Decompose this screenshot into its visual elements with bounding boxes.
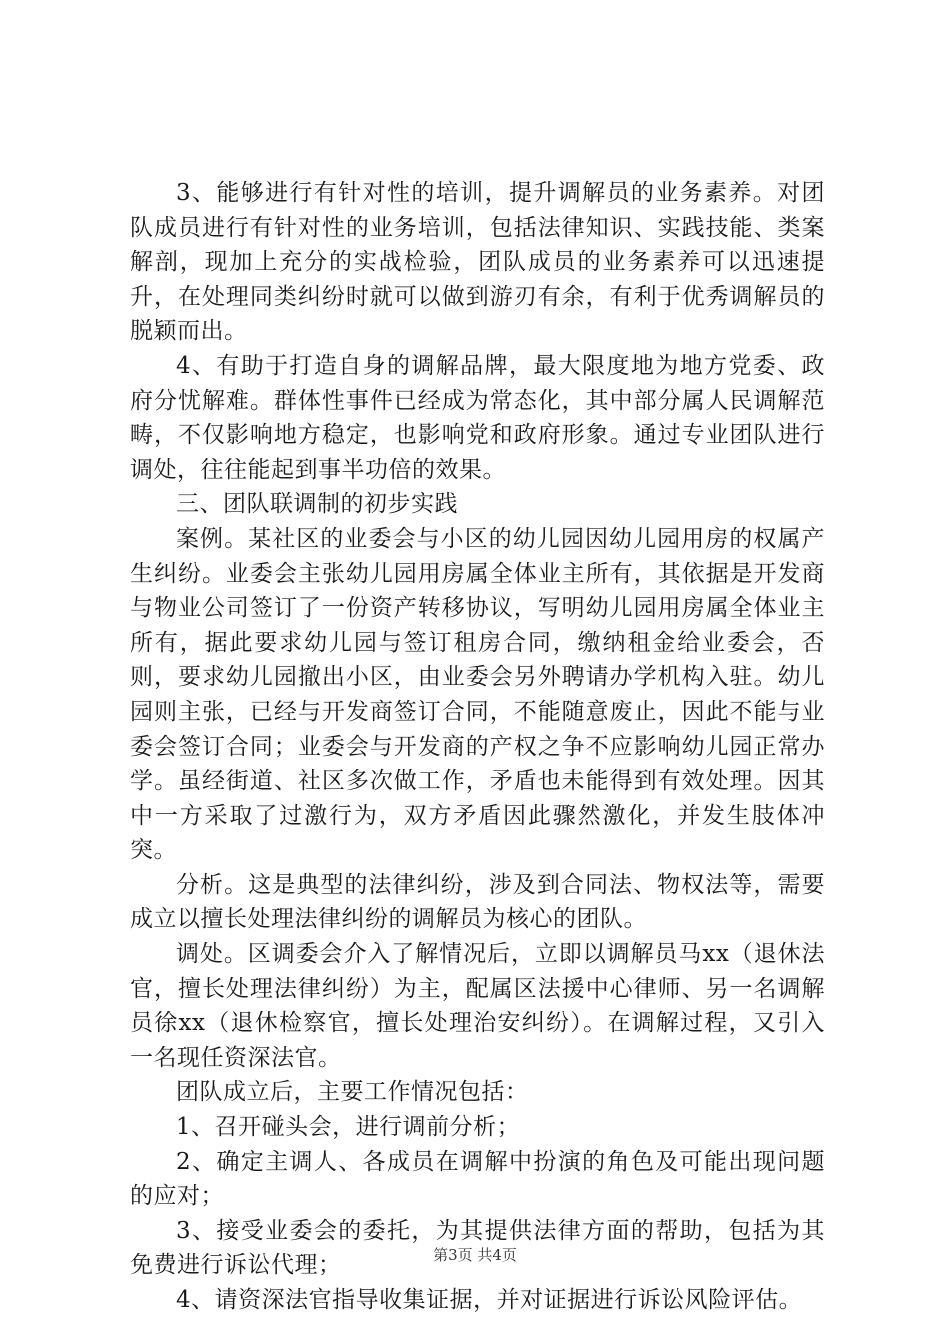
paragraph-analysis: 分析。这是典型的法律纠纷，涉及到合同法、物权法等，需要成立以擅长处理法律纠纷的调解员为核心的团队。: [130, 871, 825, 933]
paragraph-work-intro: 团队成立后，主要工作情况包括：: [176, 1079, 529, 1106]
paragraph-case: 案例。某社区的业委会与小区的幼儿园因幼儿园用房的权属产生纠纷。业委会主张幼儿园用房属全体业主所有，其依据是开发商与物业公司签订了一份资产转移协议，写明幼儿园用房属全体业主所有，据此要求幼儿园与签订租房合同，缴纳租金给业委会，否则，要求幼儿园撤出小区，由业委会另外聘请办学机构入驻。幼儿园则主张，已经与开发商签订合同，不能随意废止，因此不能与业委会签订合同；业委会与开发商的产权之争不应影响幼儿园正常办学。虽经街道、社区多次做工作，矛盾也未能得到有效处理。因其中一方采取了过激行为，双方矛盾因此骤然激化，并发生肢体冲突。: [130, 525, 825, 864]
document-body: [130, 176, 825, 1318]
section-heading: 三、团队联调制的初步实践: [176, 491, 458, 518]
paragraph-training: 3、能够进行有针对性的培训，提升调解员的业务素养。对团队成员进行有针对性的业务培训，包括法律知识、实践技能、类案解剖，现加上充分的实战检验，团队成员的业务素养可以迅速提升，在处理同类纠纷时就可以做到游刃有余，有利于优秀调解员的脱颖而出。: [130, 180, 825, 345]
list-item-3: 3、接受业委会的委托，为其提供法律方面的帮助，包括为其免费进行诉讼代理；: [130, 1217, 825, 1279]
page-number-footer: 第3页 共4页: [433, 1246, 517, 1264]
paragraph-handling: 调处。区调委会介入了解情况后，立即以调解员马xx（退休法官，擅长处理法律纠纷）为主，配属区法援中心律师、另一名调解员徐xx（退休检察官，擅长处理治安纠纷）。在调解过程，又引入一名现任资深法官。: [130, 941, 825, 1071]
list-item-1: 1、召开碰头会，进行调前分析；: [176, 1114, 521, 1141]
list-item-4: 4、请资深法官指导收集证据，并对证据进行诉讼风险评估。: [176, 1287, 803, 1313]
list-item-2: 2、确定主调人、各成员在调解中扮演的角色及可能出现问题的应对；: [130, 1148, 825, 1210]
paragraph-brand: 4、有助于打造自身的调解品牌，最大限度地为地方党委、政府分忧解难。群体性事件已经成为常态化，其中部分属人民调解范畴，不仅影响地方稳定，也影响党和政府形象。通过专业团队进行调处，往往能起到事半功倍的效果。: [130, 352, 825, 483]
